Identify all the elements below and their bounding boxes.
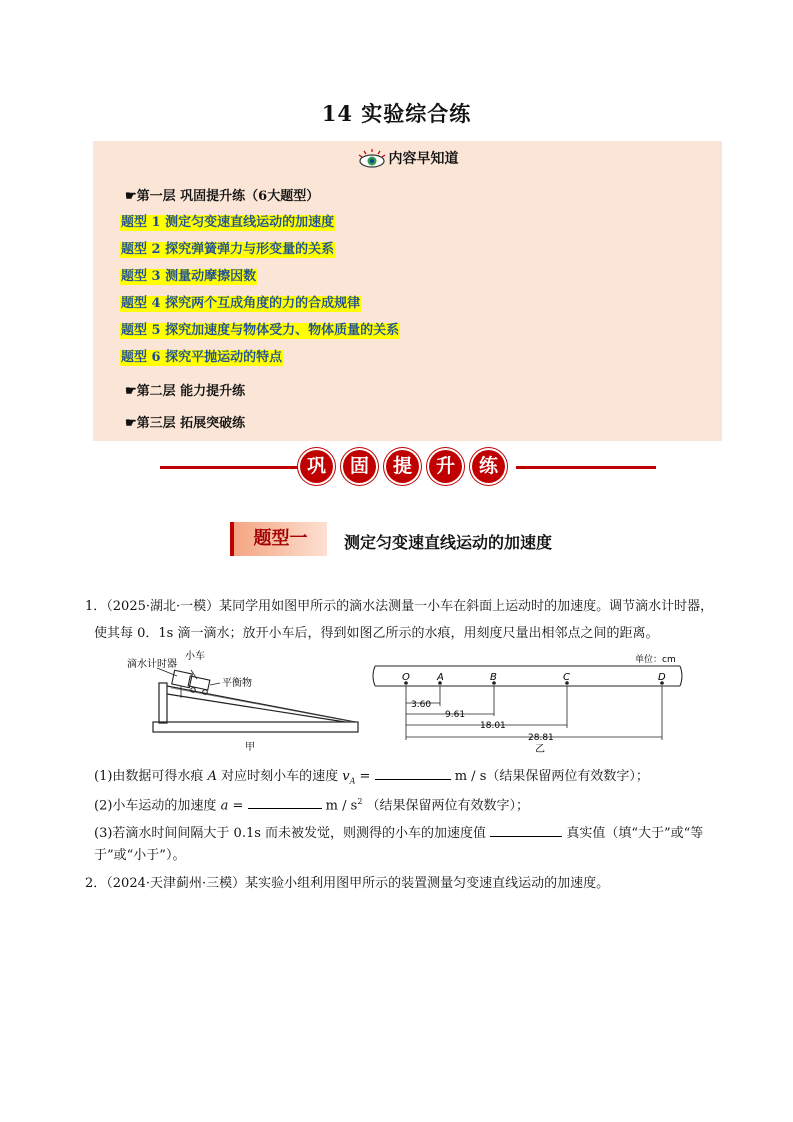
point-c: C (563, 672, 570, 683)
q1-sub-2 (94, 793, 724, 815)
sub2-superscript: 2 (357, 797, 363, 806)
dim-ob: 9.61 (445, 710, 466, 720)
toc-type-3[interactable]: 题型 3 测量动摩擦因数 (121, 269, 257, 284)
point-a: A (437, 672, 444, 683)
q1-sub-3 (94, 822, 724, 843)
toc-type-6[interactable]: 题型 6 探究平抛运动的特点 (121, 350, 283, 365)
label-car: 小车 (185, 651, 205, 662)
page-title: 14 实验综合练 (321, 101, 472, 126)
answer-blank-2[interactable] (248, 794, 322, 809)
unit-label: 单位：cm (635, 655, 676, 665)
toc-type-5[interactable]: 题型 5 探究加速度与物体受力、物体质量的关系 (121, 323, 400, 338)
sub1-unit: m / s（结果保留两位有效数字）； (454, 769, 649, 784)
toc-layer-2[interactable]: ☛第二层 能力提升练 (125, 384, 246, 399)
toc-type-2[interactable]: 题型 2 探究弹簧弹力与形变量的关系 (121, 242, 335, 257)
caption-yi: 乙 (535, 744, 545, 755)
figure-incline (125, 650, 365, 755)
banner-char: 升 (429, 450, 462, 483)
banner-char: 练 (472, 450, 505, 483)
sub2-var-a: a (220, 798, 229, 814)
question-type-badge: 题型一 (230, 522, 327, 556)
toc-heading-text: 内容早知道 (388, 151, 459, 167)
question-type-title: 测定匀变速直线运动的加速度 (344, 533, 553, 552)
q2-line-1: 2．（2024·天津蓟州·三模）某实验小组利用图甲所示的装置测量匀变速直线运动的加速度。 (85, 876, 610, 891)
toc-layer-1[interactable]: ☛第一层 巩固提升练（6大题型） (125, 189, 320, 204)
toc-heading (93, 148, 722, 169)
sub2-note: （结果保留两位有效数字）； (366, 798, 530, 814)
q1-line-1: 1．（2025·湖北·一模）某同学用如图甲所示的滴水法测量一小车在斜面上运动时的加速度。调节滴水计时器， (85, 599, 714, 614)
eye-icon (357, 149, 387, 169)
answer-blank-3[interactable] (490, 822, 562, 837)
label-timer: 滴水计时器 (127, 659, 177, 670)
sub1-eq: = (359, 769, 371, 784)
sub3-text-2: 真实值（填“大于”或“等 (566, 826, 704, 841)
sub1-text-2: 对应时刻小车的速度 (221, 769, 339, 784)
sub1-var-a: A (207, 769, 217, 784)
sub3-text: (3)若滴水时间间隔大于 0.1s 而未被发觉，则测得的小车的加速度值 (94, 826, 487, 841)
banner-char: 巩 (300, 450, 333, 483)
banner-char: 提 (386, 450, 419, 483)
point-o: O (402, 672, 410, 683)
answer-blank-1[interactable] (375, 765, 451, 780)
sub2-text: (2)小车运动的加速度 (94, 798, 217, 814)
q1-sub-1 (94, 765, 724, 791)
sub1-var-v: v (342, 769, 350, 784)
point-b: B (490, 672, 497, 683)
section-banner (160, 450, 656, 486)
q1-sub-3-cont: 于”或“小于”）。 (94, 848, 186, 863)
banner-line-left (160, 466, 300, 469)
sub2-unit: m / s (325, 798, 358, 814)
caption-jia: 甲 (245, 742, 255, 753)
sub2-eq: = (232, 798, 244, 814)
q1-line-2: 使其每 0．1s 滴一滴水；放开小车后，得到如图乙所示的水痕，用刻度尺量出相邻点之间的距离。 (94, 626, 659, 641)
banner-line-right (516, 466, 656, 469)
dim-od: 28.81 (528, 733, 554, 743)
banner-char: 固 (343, 450, 376, 483)
sub1-subscript: A (349, 776, 356, 786)
toc-type-4[interactable]: 题型 4 探究两个互成角度的力的合成规律 (121, 296, 361, 311)
toc-layer-3[interactable]: ☛第三层 拓展突破练 (125, 416, 246, 431)
toc-type-1[interactable]: 题型 1 测定匀变速直线运动的加速度 (121, 215, 335, 230)
point-d: D (658, 672, 666, 683)
dim-oc: 18.01 (480, 721, 506, 731)
dim-oa: 3.60 (411, 700, 432, 710)
toc-box (93, 141, 722, 441)
label-weight: 平衡物 (222, 678, 252, 689)
sub1-text: (1)由数据可得水痕 (94, 769, 204, 784)
figure-water-drops (370, 650, 690, 755)
